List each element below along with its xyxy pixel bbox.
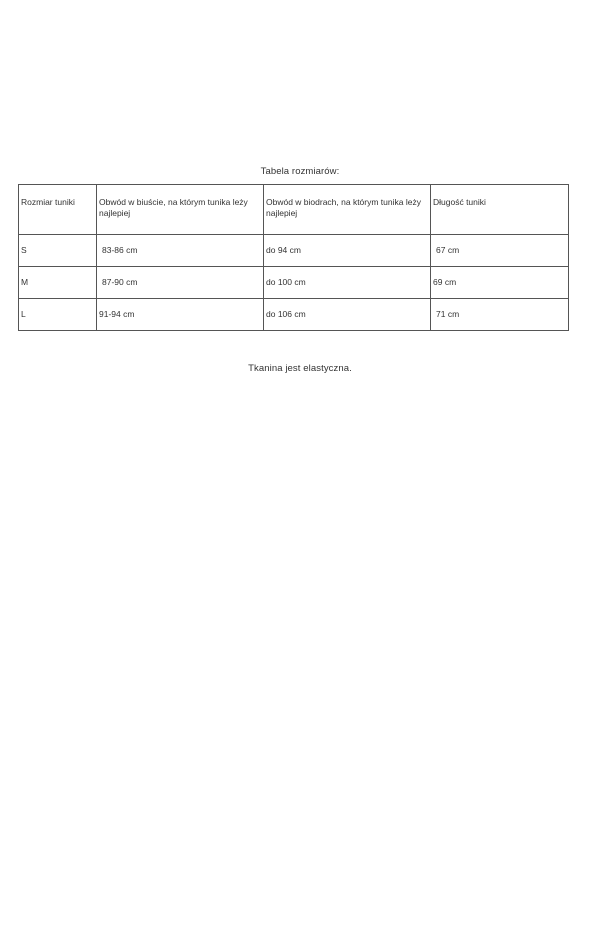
- header-bust: Obwód w biuście, na którym tunika leży najlepiej: [97, 185, 264, 235]
- header-length: Długość tuniki: [431, 185, 569, 235]
- fabric-note: Tkanina jest elastyczna.: [248, 363, 352, 374]
- table-row: [19, 267, 569, 299]
- table-row: [19, 235, 569, 267]
- cell-hips: do 94 cm: [264, 235, 431, 267]
- cell-size: L: [19, 299, 97, 331]
- cell-size: M: [19, 267, 97, 299]
- table-row: [19, 299, 569, 331]
- cell-bust: 83-86 cm: [97, 235, 264, 267]
- header-hips: Obwód w biodrach, na którym tunika leży najlepiej: [264, 185, 431, 235]
- cell-bust: 91-94 cm: [97, 299, 264, 331]
- cell-length: 71 cm: [431, 299, 569, 331]
- cell-hips: do 100 cm: [264, 267, 431, 299]
- cell-bust: 87-90 cm: [97, 267, 264, 299]
- size-table: [18, 184, 569, 331]
- cell-length: 67 cm: [431, 235, 569, 267]
- size-table-header: [19, 185, 569, 235]
- header-row: [19, 185, 569, 235]
- header-size: Rozmiar tuniki: [19, 185, 97, 235]
- cell-hips: do 106 cm: [264, 299, 431, 331]
- size-table-body: [19, 235, 569, 331]
- cell-size: S: [19, 235, 97, 267]
- cell-length: 69 cm: [431, 267, 569, 299]
- table-title: Tabela rozmiarów:: [260, 166, 340, 177]
